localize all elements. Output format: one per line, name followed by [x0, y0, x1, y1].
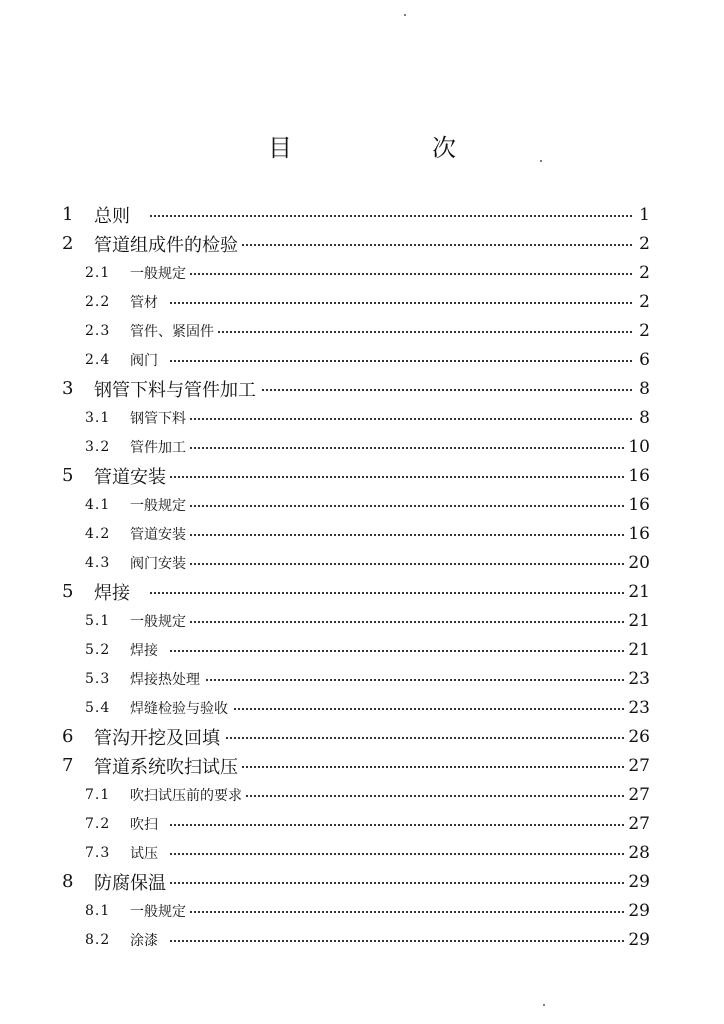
toc-entry-label: 焊接 — [130, 640, 162, 660]
dot-leader — [170, 679, 644, 681]
toc-entry-number: 2.3 — [85, 322, 111, 339]
toc-section-row — [0, 780, 724, 809]
dot-leader — [170, 505, 644, 507]
toc-entry-page-number: 27 — [624, 756, 650, 776]
toc-entry-label: 管道组成件的检验 — [94, 231, 242, 257]
toc-section-row — [0, 519, 724, 548]
toc-section-row — [0, 548, 724, 577]
toc-entry-label: 管道安装 — [130, 524, 190, 544]
toc-entry-label: 吹扫 — [130, 814, 162, 834]
toc-entry-label: 阀门安装 — [130, 553, 190, 573]
toc-chapter-row — [0, 867, 724, 896]
toc-entry-label: 焊缝检验与验收 — [130, 698, 232, 718]
dot-leader — [150, 592, 644, 594]
toc-entry-label: 总则 — [94, 202, 134, 228]
toc-entry-page-number: 23 — [624, 669, 650, 689]
toc-entry-page-number: 16 — [624, 495, 650, 515]
scan-speck — [540, 160, 542, 162]
toc-chapter-row — [0, 722, 724, 751]
toc-entry-label: 防腐保温 — [94, 869, 170, 895]
toc-section-row — [0, 432, 724, 461]
toc-entry-number: 2.2 — [85, 293, 111, 310]
toc-entry-page-number: 20 — [624, 553, 650, 573]
dot-leader — [170, 534, 644, 536]
toc-entry-number: 3.1 — [85, 409, 111, 426]
toc-entry-page-number: 21 — [624, 582, 650, 602]
toc-entry-label: 焊接热处理 — [130, 669, 204, 689]
toc-entry-page-number: 27 — [624, 785, 650, 805]
toc-entry-number: 4.2 — [85, 525, 111, 542]
toc-entry-label: 一般规定 — [130, 611, 190, 631]
toc-entry-label: 一般规定 — [130, 901, 190, 921]
toc-entry-page-number: 21 — [624, 640, 650, 660]
toc-entry-number: 7.1 — [85, 786, 111, 803]
toc-entry-label: 管件、紧固件 — [130, 321, 218, 341]
toc-section-row — [0, 606, 724, 635]
toc-entry-page-number: 2 — [634, 263, 650, 283]
toc-entry-page-number: 8 — [634, 379, 650, 399]
dot-leader — [150, 476, 644, 478]
toc-section-row — [0, 809, 724, 838]
toc-entry-number: 5 — [62, 581, 74, 602]
dot-leader — [150, 882, 644, 884]
toc-entry-number: 3 — [62, 378, 74, 399]
table-of-contents — [0, 200, 724, 954]
toc-entry-page-number: 8 — [634, 408, 650, 428]
toc-section-row — [0, 287, 724, 316]
toc-entry-label: 管材 — [130, 292, 162, 312]
page-title: 目 次 — [268, 134, 514, 162]
dot-leader — [170, 853, 644, 855]
toc-entry-page-number: 1 — [634, 205, 650, 225]
toc-chapter-row — [0, 577, 724, 606]
toc-entry-number: 8.2 — [85, 931, 111, 948]
toc-entry-number: 7.3 — [85, 844, 111, 861]
toc-entry-number: 6 — [62, 726, 74, 747]
scan-speck — [404, 14, 406, 16]
toc-entry-number: 5.4 — [85, 699, 111, 716]
toc-entry-number: 7.2 — [85, 815, 111, 832]
toc-chapter-row — [0, 200, 724, 229]
toc-entry-page-number: 29 — [624, 872, 650, 892]
toc-entry-number: 8 — [62, 871, 74, 892]
toc-section-row — [0, 664, 724, 693]
toc-entry-label: 管道系统吹扫试压 — [94, 753, 242, 779]
toc-entry-number: 3.2 — [85, 438, 111, 455]
toc-entry-number: 2.1 — [85, 264, 111, 281]
toc-entry-page-number: 2 — [634, 321, 650, 341]
toc-entry-label: 钢管下料与管件加工 — [94, 376, 260, 402]
toc-entry-label: 试压 — [130, 843, 162, 863]
toc-entry-number: 5 — [62, 465, 74, 486]
toc-entry-number: 4.1 — [85, 496, 111, 513]
toc-entry-page-number: 2 — [634, 234, 650, 254]
toc-entry-label: 焊接 — [94, 579, 134, 605]
toc-entry-page-number: 27 — [624, 814, 650, 834]
dot-leader — [170, 302, 644, 304]
toc-entry-label: 一般规定 — [130, 495, 190, 515]
toc-entry-number: 5.2 — [85, 641, 111, 658]
dot-leader — [170, 940, 644, 942]
toc-section-row — [0, 635, 724, 664]
dot-leader — [170, 708, 644, 710]
toc-entry-number: 7 — [62, 755, 74, 776]
toc-section-row — [0, 490, 724, 519]
dot-leader — [170, 911, 644, 913]
toc-section-row — [0, 896, 724, 925]
toc-section-row — [0, 403, 724, 432]
dot-leader — [170, 563, 644, 565]
toc-chapter-row — [0, 751, 724, 780]
toc-entry-number: 4.3 — [85, 554, 111, 571]
toc-entry-page-number: 29 — [624, 930, 650, 950]
toc-entry-page-number: 6 — [634, 350, 650, 370]
toc-chapter-row — [0, 229, 724, 258]
toc-entry-page-number: 16 — [624, 466, 650, 486]
dot-leader — [170, 650, 644, 652]
toc-entry-label: 一般规定 — [130, 263, 190, 283]
toc-entry-number: 8.1 — [85, 902, 111, 919]
toc-entry-label: 管件加工 — [130, 437, 190, 457]
toc-entry-label: 阀门 — [130, 350, 162, 370]
toc-entry-page-number: 2 — [634, 292, 650, 312]
toc-section-row — [0, 925, 724, 954]
dot-leader — [170, 273, 644, 275]
toc-entry-page-number: 23 — [624, 698, 650, 718]
toc-chapter-row — [0, 461, 724, 490]
dot-leader — [170, 447, 644, 449]
toc-entry-page-number: 26 — [624, 727, 650, 747]
toc-entry-number: 2 — [62, 233, 74, 254]
toc-section-row — [0, 316, 724, 345]
toc-entry-page-number: 28 — [624, 843, 650, 863]
toc-entry-number: 1 — [62, 204, 74, 225]
toc-entry-label: 涂漆 — [130, 930, 162, 950]
toc-entry-label: 吹扫试压前的要求 — [130, 785, 246, 805]
dot-leader — [170, 331, 644, 333]
toc-section-row — [0, 345, 724, 374]
toc-entry-label: 管道安装 — [94, 463, 170, 489]
dot-leader — [150, 737, 644, 739]
toc-entry-page-number: 21 — [624, 611, 650, 631]
dot-leader — [170, 360, 644, 362]
dot-leader — [170, 621, 644, 623]
scan-speck — [543, 1004, 545, 1006]
dot-leader — [150, 215, 644, 217]
toc-entry-label: 钢管下料 — [130, 408, 190, 428]
toc-entry-number: 2.4 — [85, 351, 111, 368]
toc-entry-label: 管沟开挖及回填 — [94, 724, 224, 750]
toc-entry-page-number: 10 — [624, 437, 650, 457]
toc-section-row — [0, 258, 724, 287]
toc-entry-page-number: 16 — [624, 524, 650, 544]
dot-leader — [170, 824, 644, 826]
toc-entry-number: 5.3 — [85, 670, 111, 687]
toc-section-row — [0, 838, 724, 867]
dot-leader — [170, 418, 644, 420]
toc-chapter-row — [0, 374, 724, 403]
toc-entry-number: 5.1 — [85, 612, 111, 629]
toc-section-row — [0, 693, 724, 722]
toc-entry-page-number: 29 — [624, 901, 650, 921]
